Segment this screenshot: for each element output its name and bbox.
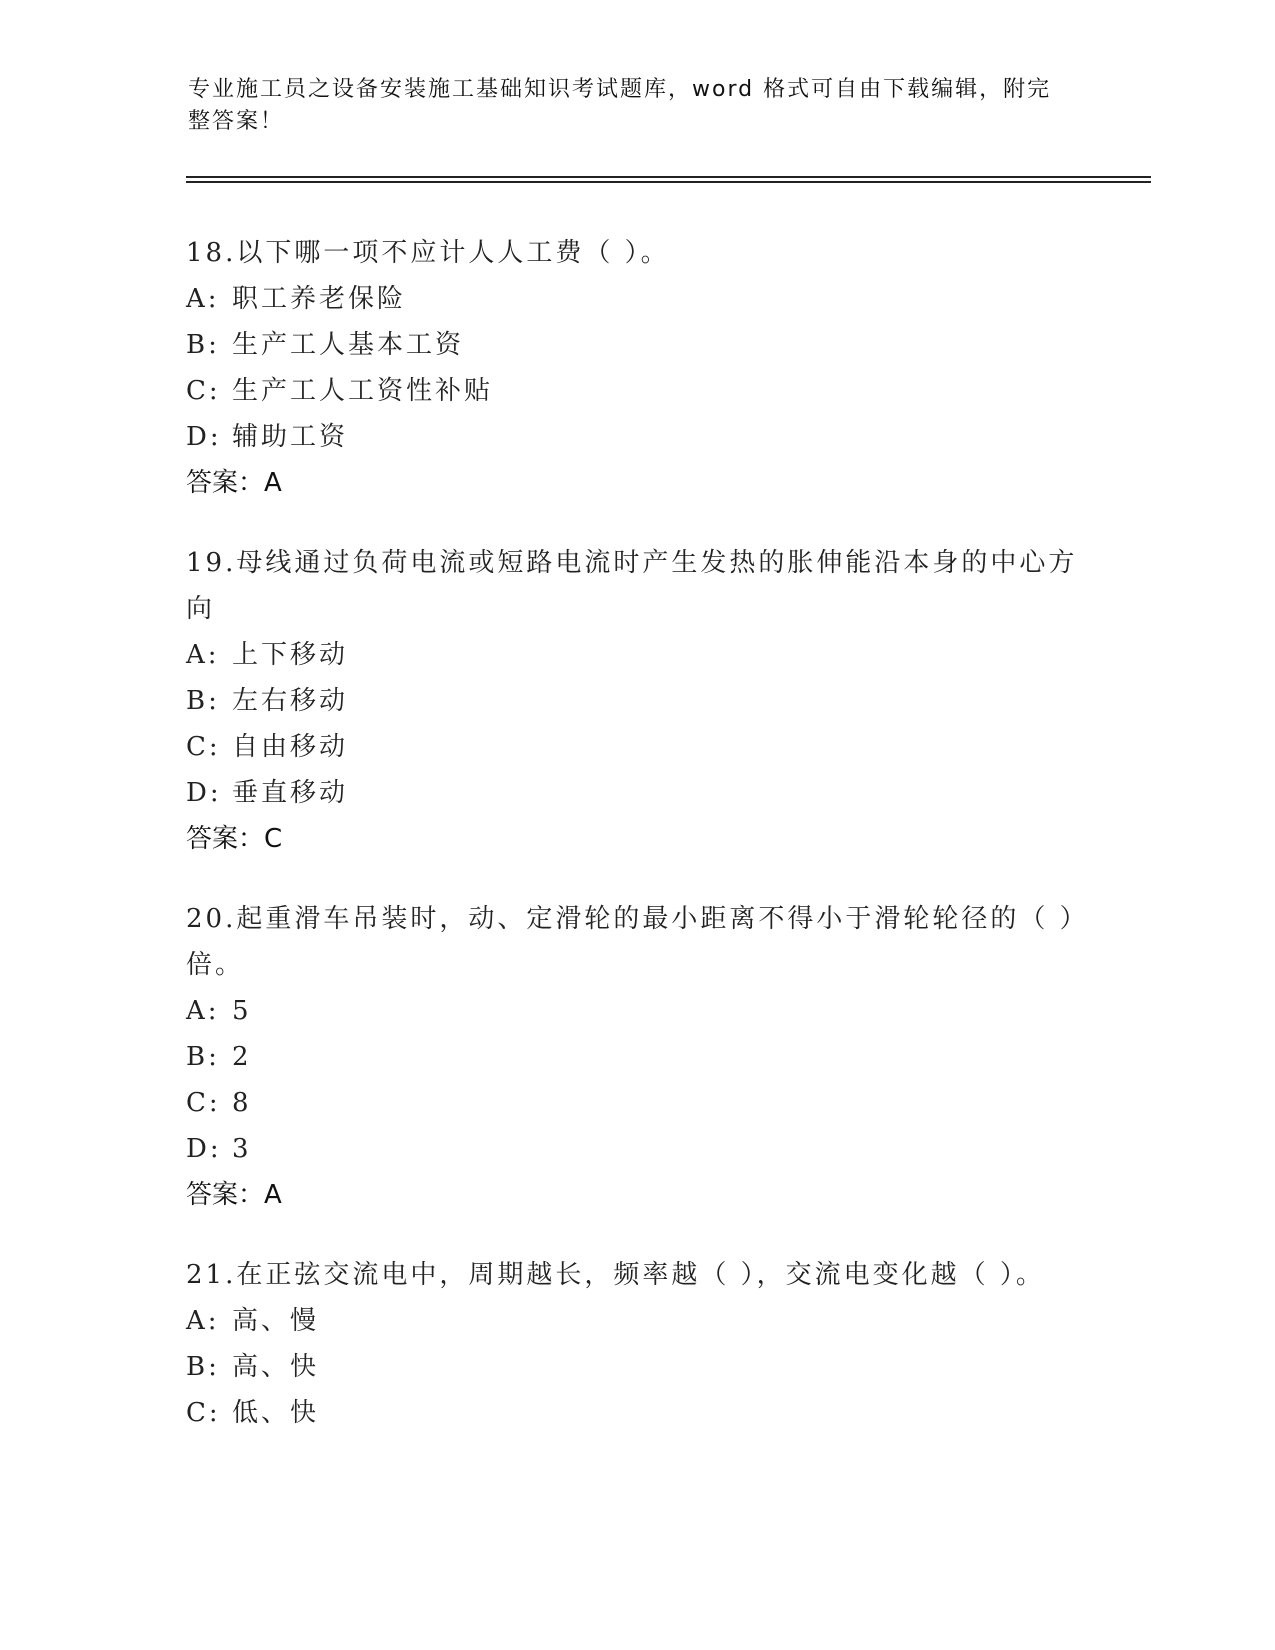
option-b — [186, 1344, 1086, 1390]
option-letter: A: — [186, 1306, 220, 1336]
answer-value: C — [264, 824, 283, 854]
option-text: 3 — [232, 1134, 252, 1164]
option-letter: C: — [186, 732, 221, 762]
option-d — [186, 1126, 1086, 1172]
option-b — [186, 322, 1086, 368]
option-letter: A: — [186, 996, 220, 1026]
question-stem — [186, 896, 1086, 988]
question-18 — [186, 230, 1086, 506]
header-divider-top — [186, 176, 1151, 178]
answer — [186, 460, 1086, 506]
answer-value: A — [264, 1180, 282, 1210]
question-number: 19. — [186, 548, 237, 578]
option-a — [186, 988, 1086, 1034]
option-letter: A: — [186, 284, 220, 314]
option-letter: D: — [186, 422, 222, 452]
option-c — [186, 724, 1086, 770]
question-stem — [186, 540, 1086, 632]
option-letter: B: — [186, 1042, 220, 1072]
option-text: 上下移动 — [232, 640, 349, 670]
option-text: 8 — [232, 1088, 252, 1118]
question-number: 20. — [186, 904, 237, 934]
document-header-title: 专业施工员之设备安装施工基础知识考试题库，word 格式可自由下载编辑，附完整答案！ — [188, 77, 1052, 134]
option-letter: C: — [186, 1088, 221, 1118]
option-letter: C: — [186, 1398, 221, 1428]
option-b — [186, 1034, 1086, 1080]
option-text: 5 — [232, 996, 252, 1026]
option-text: 2 — [232, 1042, 252, 1072]
answer-label: 答案： — [186, 1180, 265, 1210]
option-letter: A: — [186, 640, 220, 670]
option-c — [186, 1080, 1086, 1126]
question-text: 母线通过负荷电流或短路电流时产生发热的胀伸能沿本身的中心方向 — [186, 548, 1078, 624]
option-text: 职工养老保险 — [232, 284, 407, 314]
option-text: 自由移动 — [232, 732, 349, 762]
answer — [186, 1172, 1086, 1218]
option-letter: D: — [186, 778, 222, 808]
question-21 — [186, 1252, 1086, 1436]
option-c — [186, 1390, 1086, 1436]
option-text: 左右移动 — [232, 686, 349, 716]
question-text: 在正弦交流电中，周期越长，频率越（ ），交流电变化越（ ）。 — [236, 1260, 1045, 1290]
answer-value: A — [264, 468, 282, 498]
question-19 — [186, 540, 1086, 862]
option-letter: B: — [186, 330, 220, 360]
option-letter: D: — [186, 1134, 222, 1164]
option-text: 生产工人基本工资 — [232, 330, 465, 360]
option-letter: C: — [186, 376, 221, 406]
option-letter: B: — [186, 1352, 220, 1382]
option-b — [186, 678, 1086, 724]
option-text: 垂直移动 — [232, 778, 349, 808]
header-divider-bottom — [186, 181, 1151, 183]
option-a — [186, 1298, 1086, 1344]
option-a — [186, 276, 1086, 322]
question-20 — [186, 896, 1086, 1218]
answer — [186, 816, 1086, 862]
question-stem — [186, 230, 1086, 276]
option-text: 高、慢 — [232, 1306, 320, 1336]
option-text: 高、快 — [232, 1352, 320, 1382]
option-text: 生产工人工资性补贴 — [232, 376, 494, 406]
option-text: 低、快 — [232, 1398, 320, 1428]
option-c — [186, 368, 1086, 414]
answer-label: 答案： — [186, 468, 265, 498]
option-text: 辅助工资 — [232, 422, 349, 452]
option-letter: B: — [186, 686, 220, 716]
option-d — [186, 414, 1086, 460]
question-number: 21. — [186, 1260, 237, 1290]
question-stem — [186, 1252, 1086, 1298]
option-d — [186, 770, 1086, 816]
question-text: 起重滑车吊装时，动、定滑轮的最小距离不得小于滑轮轮径的（ ）倍。 — [186, 904, 1076, 980]
question-text: 以下哪一项不应计人人工费（ ）。 — [236, 238, 670, 268]
question-number: 18. — [186, 238, 237, 268]
question-list — [186, 230, 1086, 1470]
answer-label: 答案： — [186, 824, 265, 854]
option-a — [186, 632, 1086, 678]
